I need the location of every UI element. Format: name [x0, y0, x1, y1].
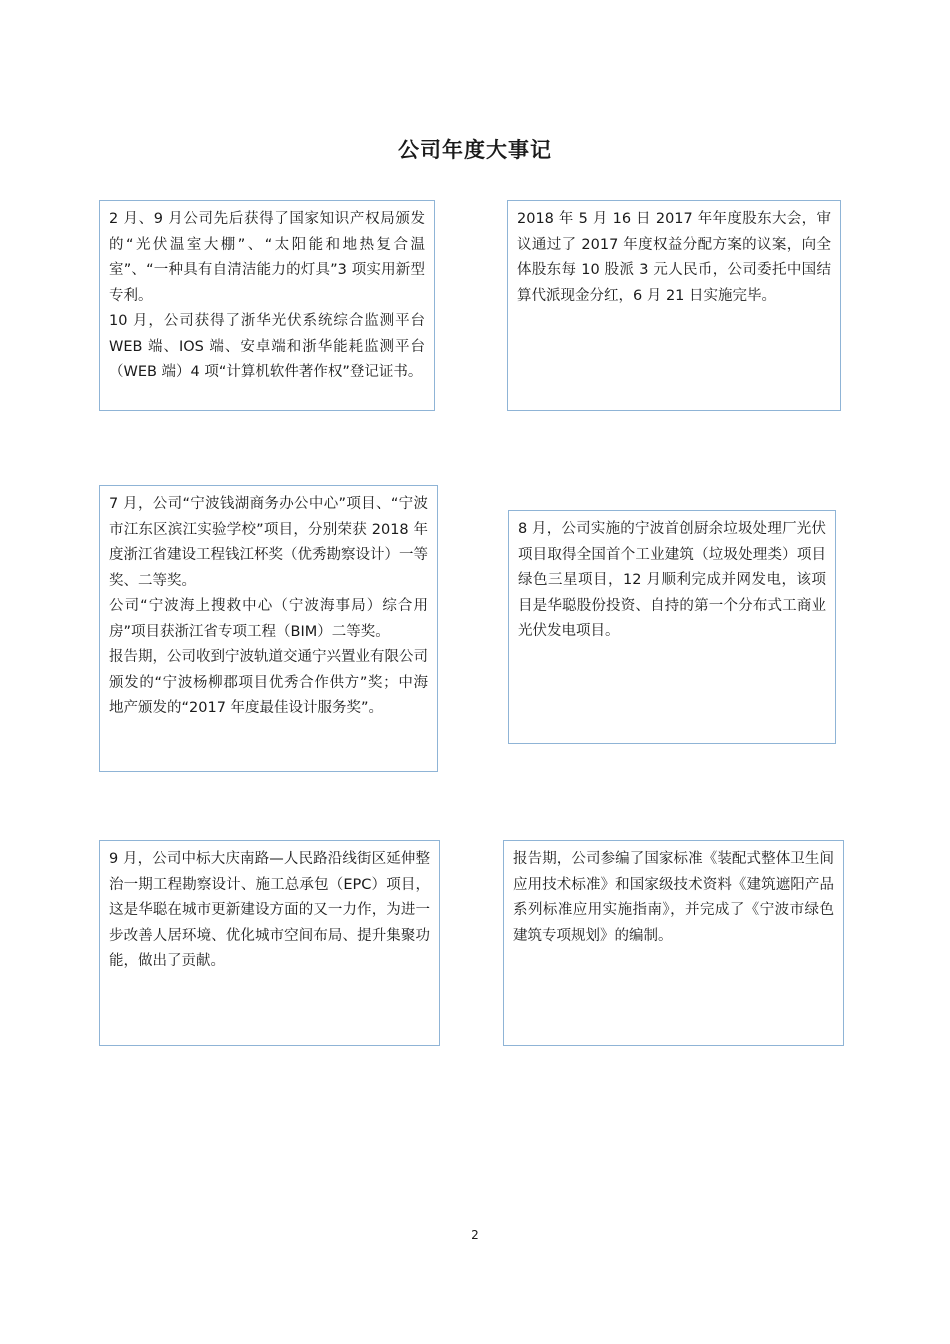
page-title: 公司年度大事记	[398, 138, 552, 162]
event-paragraph: 9 月，公司中标大庆南路—人民路沿线街区延伸整治一期工程勘察设计、施工总承包（EPC）项目，这是华聪在城市更新建设方面的又一力作，为进一步改善人居环境、优化城市空间布局、提升集聚功能，做出了贡献。	[109, 851, 430, 969]
event-paragraph: 2 月、9 月公司先后获得了国家知识产权局颁发的“光伏温室大棚”、“太阳能和地热复合温室”、“一种具有自清洁能力的灯具”3 项实用新型专利。	[109, 211, 425, 304]
event-paragraph: 2018 年 5 月 16 日 2017 年年度股东大会，审议通过了 2017 年度权益分配方案的议案，向全体股东每 10 股派 3 元人民币，公司委托中国结算代派现金分红，6 月 21 日实施完毕。	[517, 211, 831, 304]
event-paragraph: 8 月，公司实施的宁波首创厨余垃圾处理厂光伏项目取得全国首个工业建筑（垃圾处理类）项目绿色三星项目，12 月顺利完成并网发电，该项目是华聪股份投资、自持的第一个分布式工商业光伏发电项目。	[518, 521, 826, 639]
event-box-epc-project	[99, 840, 440, 1046]
event-box-standards	[503, 840, 844, 1046]
event-paragraph: 7 月，公司“宁波钱湖商务办公中心”项目、“宁波市江东区滨江实验学校”项目，分别荣获 2018 年度浙江省建设工程钱江杯奖（优秀勘察设计）一等奖、二等奖。	[109, 496, 428, 589]
event-paragraph: 报告期，公司收到宁波轨道交通宁兴置业有限公司颁发的“宁波杨柳郡项目优秀合作供方”奖；中海地产颁发的“2017 年度最佳设计服务奖”。	[109, 649, 428, 716]
event-box-shareholder-meeting	[507, 200, 841, 411]
event-box-patents	[99, 200, 435, 411]
page-number: 2	[471, 1228, 479, 1242]
event-paragraph: 10 月，公司获得了浙华光伏系统综合监测平台 WEB 端、IOS 端、安卓端和浙华能耗监测平台（WEB 端）4 项“计算机软件著作权”登记证书。	[109, 313, 425, 380]
event-paragraph: 公司“宁波海上搜救中心（宁波海事局）综合用房”项目获浙江省专项工程（BIM）二等奖。	[109, 598, 428, 640]
event-box-awards	[99, 485, 438, 772]
event-box-solar-project	[508, 510, 836, 744]
event-paragraph: 报告期，公司参编了国家标准《装配式整体卫生间应用技术标准》和国家级技术资料《建筑遮阳产品系列标准应用实施指南》，并完成了《宁波市绿色建筑专项规划》的编制。	[513, 851, 834, 944]
